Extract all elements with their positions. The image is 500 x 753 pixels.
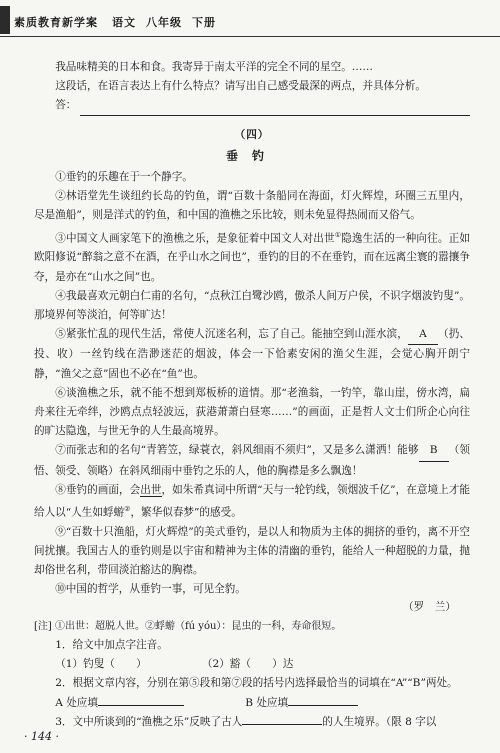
paragraph-8-part-c: ，繁华似春梦”的感受。 [130, 506, 242, 519]
question-2-a-label: A 处应填 [55, 696, 98, 709]
book-title: 素质教育新学案 [14, 16, 98, 29]
paragraph-5-part-a: ⑤紧张忙乱的现代生活，常使人沉迷名利，忘了自己。能抽空到山涯水滨， [55, 328, 408, 341]
paragraph-3-part-a: ③中国文人画家笔下的渔樵之乐，是象征着中国文人对出世 [55, 232, 335, 245]
question-3 [34, 713, 470, 732]
question-2: 2．根据文章内容，分别在第⑤段和第⑦段的括号内选择最恰当的词填在“A”“B”两处。 [55, 677, 458, 690]
question-2-b-blank[interactable] [288, 705, 358, 706]
previous-text-tail: 我品味精美的日本和食。我寄异于南太平洋的完全不同的星空。…… [55, 61, 373, 73]
question-2-b [224, 694, 358, 713]
paragraph-7 [34, 441, 470, 480]
answer-label: 答： [55, 99, 77, 112]
paragraph-8 [34, 481, 470, 523]
header-bar [0, 6, 10, 34]
paragraph-6: ⑥谈渔樵之乐，就不能不想到郑板桥的道情。那“老渔翁，一钓竿，靠山崖，傍水湾，扁舟来往无牵绊，沙鸥点点轻波远，荻港萧萧白昼寒……”的画面，正是哲人文士们所企心向往的旷达隐逸，与世无争的人生最高境界。 [34, 386, 470, 438]
paragraph-7-part-a: ⑦而张志和的名句“青箬笠，绿蓑衣，斜风细雨不须归”，又是多么潇洒！能够 [55, 444, 419, 457]
paragraph-4: ④我最喜欢元朝白仁甫的名句，“点秋江白鹭沙鸥，傲杀人间万户侯，不识字烟波钓叟”。那境界何等淡泊，何等旷达！ [34, 289, 470, 321]
question-2-b-label: B 处应填 [245, 696, 289, 709]
blank-b[interactable]: B [419, 441, 449, 461]
question-1-item-2[interactable]: （2）豁（ ）达 [201, 658, 294, 671]
paragraph-2: ②林语堂先生谈纽约长岛的钓鱼，谓“百数十条船同在海面，灯火辉煌，环圈三五里内，尽是渔船”，则是洋式的钓鱼，和中国的渔樵之乐比较，则未免显得热闹而又俗气。 [34, 190, 470, 222]
paragraph-9: ⑨“百数十只渔船，灯火辉煌”的美式垂钓，是以人和物质为主体的拥挤的垂钓，离不开空间扰攘。我国古人的垂钓则是以宇宙和精神为主体的清幽的垂钓，能给人一种超脱的力量，抛却俗世名利，带回淡泊豁达的胸襟。 [34, 525, 470, 577]
paragraph-7-part-b: （领悟、领受、领略）在斜风细雨中垂钓之乐的人，他的胸襟是多么飘逸！ [34, 444, 470, 477]
question-3-part-b: 的人生境界。（限 8 字以 [322, 715, 437, 728]
page-content [34, 58, 470, 732]
question-1: 1．给文中加点字注音。 [55, 638, 168, 651]
header-title [14, 14, 216, 30]
author: （罗 兰） [403, 600, 456, 613]
paragraph-5 [34, 325, 470, 384]
previous-question: 这段话，在语言表达上有什么特点？请写出自己感受最深的两点，并具体分析。 [55, 80, 426, 93]
paragraph-8-part-a: ⑧垂钓的画面，会 [55, 483, 141, 496]
paragraph-3-part-b: 隐逸生活的一种向往。正如欧阳修说“醉翁之意不在酒，在乎山水之间也”，垂钓的目的不在垂钓，而在远离尘寰的嚣攘争夺，是亦在“山水之间”也。 [34, 232, 471, 283]
blank-a[interactable]: A [408, 325, 438, 345]
question-1-items [34, 655, 470, 674]
paragraph-10: ⑩中国的哲学，从垂钓一事，可见全豹。 [55, 583, 246, 596]
answer-blank[interactable] [80, 101, 470, 116]
header-grade: 八年级 [146, 16, 182, 29]
page-number: · 144 · [24, 730, 59, 743]
footnote-ref-2: ② [124, 505, 131, 513]
question-2-a-blank[interactable] [98, 705, 184, 706]
footnotes: [注] ①出世：超脱人世。②蜉蝣（fú yóu）：昆虫的一科，寿命很短。 [34, 620, 342, 632]
underlined-phrase: 出世 [140, 483, 162, 496]
paragraph-3 [34, 226, 470, 287]
article-title: 垂钓 [225, 148, 278, 163]
question-2-a [34, 694, 184, 713]
page-header [0, 0, 500, 37]
footnote-ref-1: ① [334, 230, 342, 239]
question-2-answers [34, 694, 470, 713]
header-subject: 语文 [112, 16, 136, 29]
answer-line [34, 96, 470, 115]
paragraph-1: ①垂钓的乐趣在于一个静字。 [55, 171, 193, 184]
question-3-blank[interactable] [242, 724, 322, 725]
paragraph-5-part-b: （扔、投、收）一丝钓线在浩渺迷茫的烟波，体会一下恰素安闲的渔父生涯，会觉心胸开朗宁静，“渔父之意”固也不必在“鱼”也。 [34, 328, 471, 380]
question-1-item-1[interactable]: （1）钓叟（ ） [55, 658, 147, 671]
paragraph-8-part-b: ，如朱希真词中所谓“天与一轮钓线，领烟波千亿”，在意境上才能给人以“人生如蜉蝣 [34, 483, 470, 519]
header-volume: 下册 [192, 16, 216, 29]
section-number: （四） [234, 128, 270, 141]
question-3-part-a: 3．文中所谈到的“渔樵之乐”反映了古人 [55, 715, 243, 728]
